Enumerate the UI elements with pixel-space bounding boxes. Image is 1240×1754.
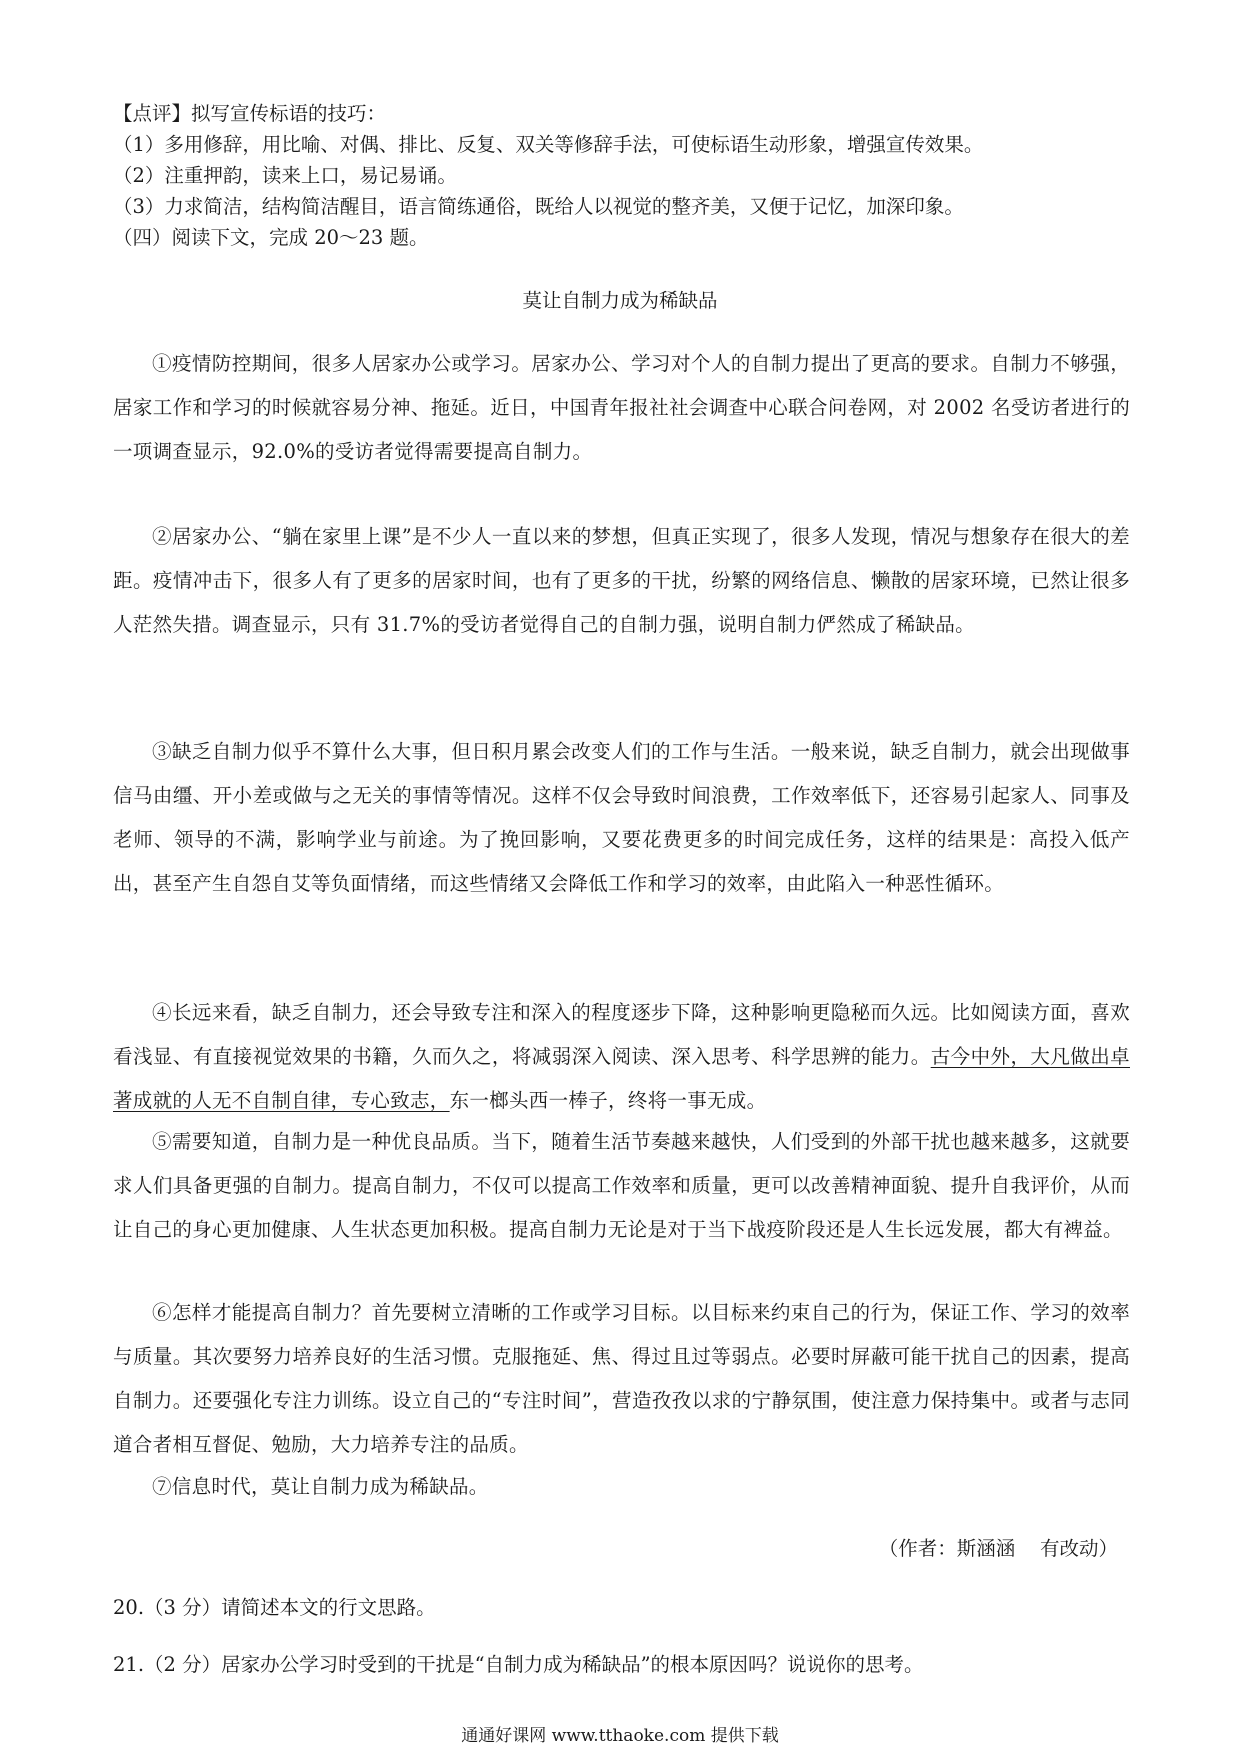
paragraph-4-text-b: 东一榔头西一棒子，终将一事无成。 [449,1089,767,1112]
paragraph-5: ⑤需要知道，自制力是一种优良品质。当下，随着生活节奏越来越快，人们受到的外部干扰也越来越多，这就要求人们具备更强的自制力。提高自制力，不仅可以提高工作效率和质量，更可以改善精神面貌、提升自我评价，从而让自己的身心更加健康、人生状态更加积极。提高自制力无论是对于当下战疫阶段还是人生长远发展，都大有裨益。 [113,1130,1130,1241]
tip-3: （3）力求简洁，结构简洁醒目，语言简练通俗，既给人以视觉的整齐美，又便于记忆，加深印象。 [113,195,964,218]
comment-heading: 【点评】拟写宣传标语的技巧： [113,102,387,125]
paragraph-6: ⑥怎样才能提高自制力？首先要树立清晰的工作或学习目标。以目标来约束自己的行为，保证工作、学习的效率与质量。其次要努力培养良好的生活习惯。克服拖延、焦、得过且过等弱点。必要时屏蔽可能干扰自己的因素，提高自制力。还要强化专注力训练。设立自己的“专注时间”，营造孜孜以求的宁静氛围，使注意力保持集中。或者与志同道合者相互督促、勉励，大力培养专注的品质。 [113,1301,1130,1456]
paragraph-3: ③缺乏自制力似乎不算什么大事，但日积月累会改变人们的工作与生活。一般来说，缺乏自制力，就会出现做事信马由缰、开小差或做与之无关的事情等情况。这样不仅会导致时间浪费，工作效率低下，还容易引起家人、同事及老师、领导的不满，影响学业与前途。为了挽回影响，又要花费更多的时间完成任务，这样的结果是：高投入低产出，甚至产生自怨自艾等负面情绪，而这些情绪又会降低工作和学习的效率，由此陷入一种恶性循环。 [113,740,1130,895]
footer-text: 通通好课网 www.tthaoke.com 提供下载 [461,1726,779,1746]
paragraph-4 [113,991,1130,1123]
question-21: 21.（2 分）居家办公学习时受到的干扰是“自制力成为稀缺品”的根本原因吗？说说你的思考。 [113,1653,924,1676]
article-title: 莫让自制力成为稀缺品 [522,289,718,312]
question-20: 20.（3 分）请简述本文的行文思路。 [113,1596,436,1619]
tip-1: （1）多用修辞，用比喻、对偶、排比、反复、双关等修辞手法，可使标语生动形象，增强宣传效果。 [113,133,984,156]
paragraph-7: ⑦信息时代，莫让自制力成为稀缺品。 [152,1475,489,1498]
section-heading: （四）阅读下文，完成 20～23 题。 [113,226,429,249]
paragraph-4-text-a: ④长远来看，缺乏自制力，还会导致专注和深入的程度逐步下降，这种影响更隐秘而久远。比如阅读方面，喜欢看浅显、有直接视觉效果的书籍，久而久之，将减弱深入阅读、深入思考、科学思辨的能力。 [113,1001,1130,1068]
tip-2: （2）注重押韵，读来上口，易记易诵。 [113,164,457,187]
underlined-sentence: 古今中外，大凡做出卓著成就的人无不自制自律，专心致志， [113,1045,1130,1112]
paragraph-2: ②居家办公、“躺在家里上课”是不少人一直以来的梦想，但真正实现了，很多人发现，情况与想象存在很大的差距。疫情冲击下，很多人有了更多的居家时间，也有了更多的干扰，纷繁的网络信息、懒散的居家环境，已然让很多人茫然失措。调查显示，只有 31.7%的受访者觉得自己的自制力强，说明自制力俨然成了稀缺品。 [113,525,1130,636]
author-line: （作者：斯涵涵 有改动） [878,1537,1118,1560]
paragraph-1: ①疫情防控期间，很多人居家办公或学习。居家办公、学习对个人的自制力提出了更高的要求。自制力不够强，居家工作和学习的时候就容易分神、拖延。近日，中国青年报社社会调查中心联合问卷网，对 2002 名受访者进行的一项调查显示，92.0%的受访者觉得需要提高自制力。 [113,352,1130,463]
